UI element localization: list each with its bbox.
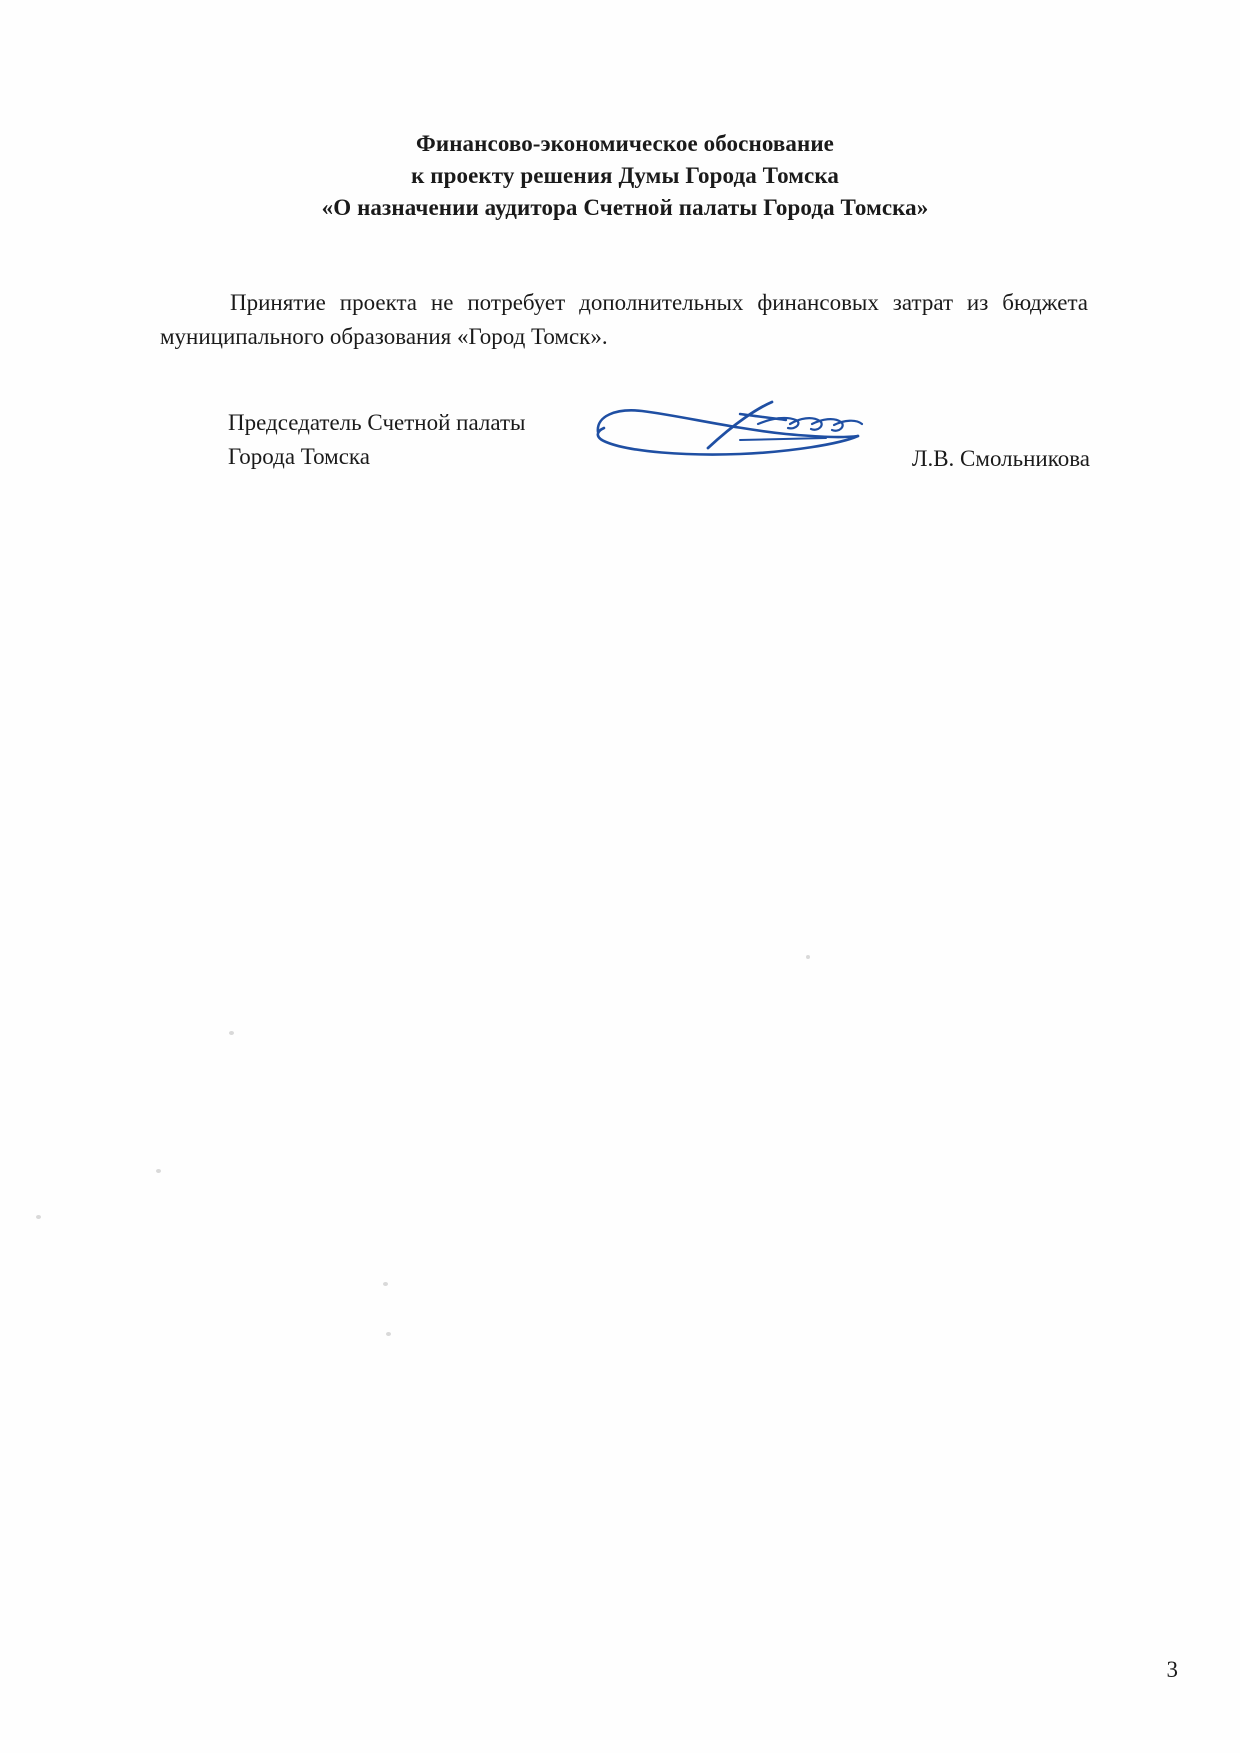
signature-block [160,406,1090,526]
page-title [160,128,1090,224]
handwritten-signature-icon [590,394,880,474]
signer-role-line-1: Председатель Счетной палаты [228,410,526,435]
page-number: 3 [1166,1657,1178,1682]
title-line-1: Финансово-экономическое обоснование [416,131,834,156]
signer-name: Л.В. Смольникова [911,446,1090,471]
title-line-3: «О назначении аудитора Счетной палаты Города Томска» [321,195,929,220]
signer-role [228,406,525,474]
body-paragraph: Принятие проекта не потребует дополнительных финансовых затрат из бюджета муниципального образования «Город Томск». [160,290,1088,349]
title-line-2: к проекту решения Думы Города Томска [411,163,839,188]
signer-role-line-2: Города Томска [228,444,370,469]
document-content [160,0,1090,1753]
scan-speck [36,1215,41,1219]
